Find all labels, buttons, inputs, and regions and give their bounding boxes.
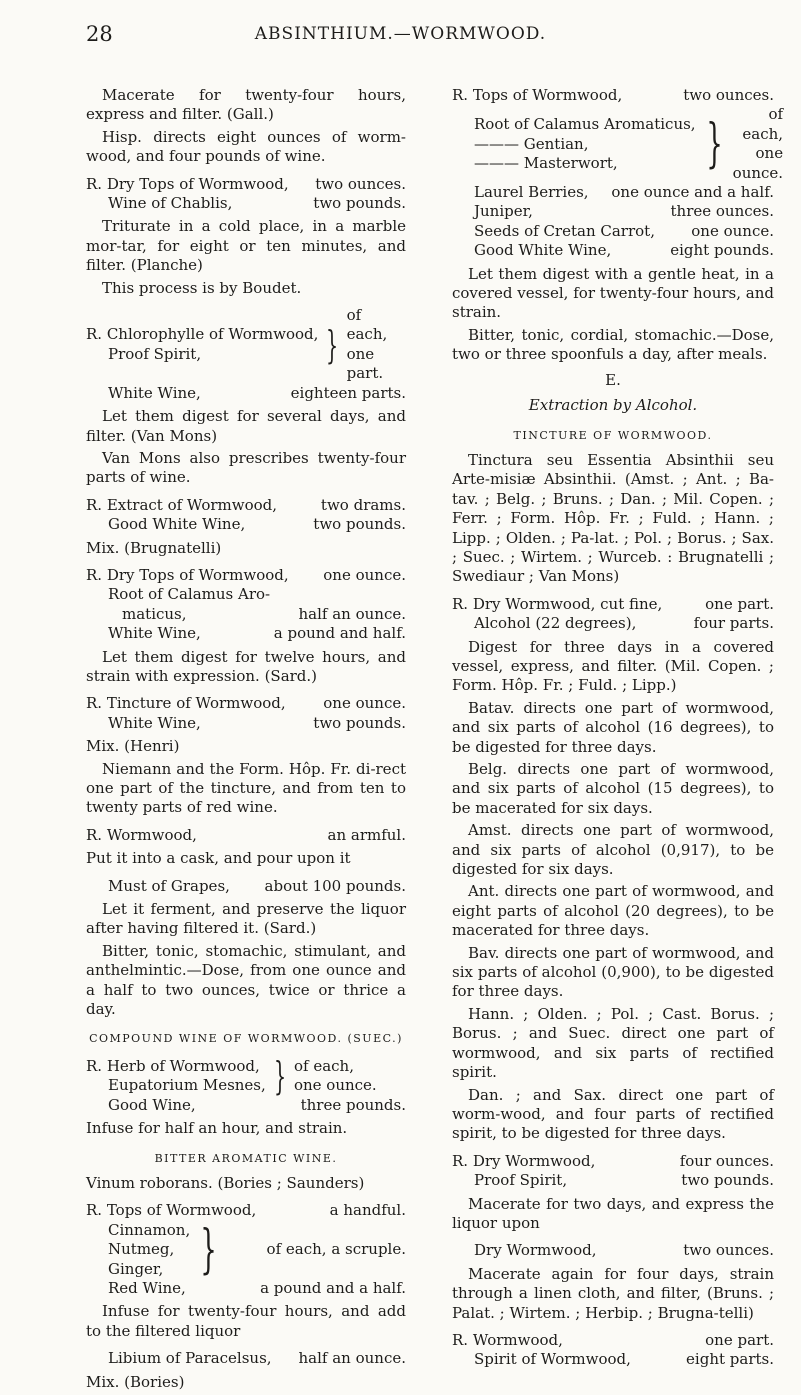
text-fragment: two ounces. xyxy=(683,1241,774,1260)
text-fragment: ——— Gentian, xyxy=(474,134,589,153)
text-fragment: one ounce and a half. xyxy=(611,183,774,202)
text-fragment: one part. xyxy=(705,594,774,613)
paragraph: Macerate for two days, and express the liquor upon xyxy=(452,1194,774,1232)
text-fragment: R. Dry Tops of Wormwood, xyxy=(86,565,289,584)
paragraph: Infuse for half an hour, and strain. xyxy=(86,1119,348,1138)
paragraph: Amst. directs one part of wormwood, and six parts of alcohol (0,917), to be digested for six days. xyxy=(452,821,774,879)
text-fragment: R. Tops of Wormwood, xyxy=(86,1201,257,1220)
text-fragment: one ounce. xyxy=(323,694,406,713)
text-fragment: four parts. xyxy=(693,614,774,633)
text-fragment: two pounds. xyxy=(313,515,406,534)
recipe-line xyxy=(86,175,406,194)
paragraph: Triturate in a cold place, in a marble mor-tar, for eight or ten minutes, and filter. (Planche) xyxy=(86,217,406,275)
paragraph: Dan. ; and Sax. direct one part of worm-wood, and four parts of rectified spirit, to be digested for three days. xyxy=(452,1085,774,1143)
text-fragment: of each, one ounce. xyxy=(732,105,784,182)
running-head: ABSINTHIUM.—WORMWOOD. xyxy=(254,24,547,44)
text-fragment: Good White Wine, xyxy=(108,515,246,534)
recipe xyxy=(452,1241,774,1260)
text-fragment: White Wine, xyxy=(108,624,201,643)
text-fragment: R. Wormwood, xyxy=(86,825,197,844)
paragraph: Infuse for twenty-four hours, and add to the filtered liquor xyxy=(86,1302,406,1340)
recipe: R. Herb of Wormwood, Eupatorium Mesnes, } of each, one ounce. Good Wine, three pounds. xyxy=(86,1054,406,1114)
recipe xyxy=(86,566,406,644)
section-caption: BITTER AROMATIC WINE. xyxy=(154,1151,338,1165)
text-fragment: Alcohol (22 degrees), xyxy=(474,614,637,633)
text-fragment: R. Wormwood, xyxy=(452,1330,563,1349)
paragraph: Hann. ; Olden. ; Pol. ; Cast. Borus. ; Borus. ; and Suec. direct one part of wormwood, and six parts of rectified spirit. xyxy=(452,1004,774,1082)
text-fragment: R. Tincture of Wormwood, xyxy=(86,694,286,713)
text-fragment: R. Dry Tops of Wormwood, xyxy=(86,174,289,193)
text-fragment: R. Herb of Wormwood, xyxy=(86,1056,260,1075)
text-fragment: Good White Wine, xyxy=(474,241,612,260)
text-fragment: Root of Calamus Aromaticus, xyxy=(474,115,696,134)
text-fragment: two pounds. xyxy=(313,194,406,213)
section-letter: E. xyxy=(605,370,621,389)
paragraph: Belg. directs one part of wormwood, and six parts of alcohol (15 degrees), to be macerated for six days. xyxy=(452,760,774,817)
text-fragment: Eupatorium Mesnes, xyxy=(108,1076,266,1095)
page-number: 28 xyxy=(86,22,113,46)
text-fragment: ——— Masterwort, xyxy=(474,153,618,172)
text-fragment: Must of Grapes, xyxy=(108,876,230,895)
text-fragment: Libium of Paracelsus, xyxy=(108,1349,272,1368)
text-fragment: Nutmeg, xyxy=(108,1240,175,1259)
recipe-line xyxy=(86,194,406,213)
paragraph: Put it into a cask, and pour upon it xyxy=(86,849,351,868)
recipe xyxy=(86,1349,406,1368)
text-fragment: one part. xyxy=(346,344,384,383)
paragraph: Let them digest with a gentle heat, in a covered vessel, for twenty-four hours, and strain. xyxy=(452,264,774,322)
text-fragment: Cinnamon, xyxy=(108,1220,191,1239)
section-caption: TINCTURE OF WORMWOOD. xyxy=(513,428,713,442)
text-fragment: three pounds. xyxy=(300,1095,406,1114)
section-title: Extraction by Alcohol. xyxy=(528,396,698,415)
text-fragment: a pound and a half. xyxy=(260,1278,406,1297)
recipe xyxy=(86,826,406,845)
paragraph: Vinum roborans. (Bories ; Saunders) xyxy=(86,1173,365,1192)
text-fragment: Root of Calamus Aro- xyxy=(108,585,271,604)
text-fragment: one part. xyxy=(705,1330,774,1349)
text-fragment: R. Dry Wormwood, xyxy=(452,1151,596,1170)
paragraph: Mix. (Bories) xyxy=(86,1372,185,1391)
text-fragment: Proof Spirit, xyxy=(474,1171,568,1190)
text-fragment: of each, xyxy=(346,306,388,344)
text-fragment: Proof Spirit, xyxy=(108,344,202,363)
recipe xyxy=(86,877,406,896)
brace-group: R. Chlorophylle of Wormwood, Proof Spirit, } of each, one part. xyxy=(86,306,406,384)
text-fragment: half an ounce. xyxy=(298,604,406,623)
paragraph: Hisp. directs eight ounces of worm-wood, and four pounds of wine. xyxy=(86,127,406,166)
text-fragment: Dry Wormwood, xyxy=(474,1241,597,1260)
text-fragment: of each, xyxy=(293,1056,354,1075)
text-fragment: a pound and half. xyxy=(273,624,406,643)
text-fragment: Seeds of Cretan Carrot, xyxy=(474,221,655,240)
text-fragment: a handful. xyxy=(329,1201,406,1220)
text-fragment: eight parts. xyxy=(686,1350,774,1369)
text-fragment: eighteen parts. xyxy=(290,383,406,402)
text-fragment: maticus, xyxy=(122,604,187,623)
paragraph: Bav. directs one part of wormwood, and six parts of alcohol (0,900), to be digested for three days. xyxy=(452,943,774,1001)
text-fragment: two pounds. xyxy=(681,1171,774,1190)
text-fragment: one ounce. xyxy=(323,565,406,584)
text-fragment: of each, a scruple. xyxy=(266,1240,406,1259)
recipe-line xyxy=(86,384,406,403)
text-fragment: four ounces. xyxy=(679,1151,774,1170)
text-fragment: Spirit of Wormwood, xyxy=(474,1350,631,1369)
text-fragment: about 100 pounds. xyxy=(264,876,406,895)
recipe: R. Tops of Wormwood, a handful. Cinnamon, Nutmeg, Ginger, } of each, a scruple. Red Wine, a pound and a half. xyxy=(86,1201,406,1297)
text-fragment: R. Tops of Wormwood, xyxy=(452,86,623,104)
text-fragment: R. Dry Wormwood, cut fine, xyxy=(452,594,663,613)
paragraph: Bitter, tonic, stomachic, stimulant, and anthelmintic.—Dose, from one ounce and a half to two ounces, twice or thrice a day. xyxy=(86,941,406,1019)
paragraph: Macerate again for four days, strain through a linen cloth, and filter, (Bruns. ; Palat. ; Wirtem. ; Herbip. ; Brugna-telli) xyxy=(452,1264,774,1322)
recipe xyxy=(452,1331,774,1370)
text-fragment: two pounds. xyxy=(313,713,406,732)
paragraph: Digest for three days in a covered vessel, express, and filter. (Mil. Copen. ; Form. Hôp. Fr. ; Fuld. ; Lipp.) xyxy=(452,637,774,695)
text-fragment: R. Chlorophylle of Wormwood, xyxy=(86,325,319,344)
paragraph: Let it ferment, and preserve the liquor after having filtered it. (Sard.) xyxy=(86,900,406,938)
right-column xyxy=(452,86,784,1374)
paragraph: Mix. (Henri) xyxy=(86,737,180,756)
paragraph: This process is by Boudet. xyxy=(102,278,302,297)
text-fragment: two drams. xyxy=(320,495,406,514)
paragraph: Van Mons also prescribes twenty-four parts of wine. xyxy=(86,448,406,487)
text-fragment: two ounces. xyxy=(683,86,774,104)
recipe xyxy=(452,1152,774,1191)
paragraph: Macerate for twenty-four hours, express and filter. (Gall.) xyxy=(86,86,406,124)
paragraph: Mix. (Brugnatelli) xyxy=(86,538,222,557)
recipe xyxy=(86,175,406,214)
recipe xyxy=(452,595,774,634)
paragraph: Batav. directs one part of wormwood, and six parts of alcohol (16 degrees), to be digested for three days. xyxy=(452,698,774,756)
section-caption: COMPOUND WINE OF WORMWOOD. (SUEC.) xyxy=(89,1032,403,1046)
text-fragment: Juniper, xyxy=(474,202,533,221)
paragraph: Bitter, tonic, cordial, stomachic.—Dose, two or three spoonfuls a day, after meals. xyxy=(452,325,774,364)
recipe xyxy=(86,306,406,403)
text-fragment: Red Wine, xyxy=(108,1278,186,1297)
paragraph: Let them digest for several days, and filter. (Van Mons) xyxy=(86,407,406,445)
text-fragment: R. Extract of Wormwood, xyxy=(86,495,278,514)
text-fragment: eight pounds. xyxy=(670,241,774,260)
recipe xyxy=(86,496,406,535)
paragraph: Let them digest for twelve hours, and strain with expression. (Sard.) xyxy=(86,647,406,685)
text-fragment: an armful. xyxy=(327,825,406,844)
text-fragment: White Wine, xyxy=(108,713,201,732)
recipe: R. Tops of Wormwood, two ounces. Root of Calamus Aromaticus, ——— Gentian, ——— Masterwort, } of each, one ounce. Laurel Berries, one ounce and a half. Juniper, three ounces. Seeds of Cretan Carrot, one ounce. Good White Wine, eight pounds. xyxy=(452,86,784,260)
text-fragment: Laurel Berries, xyxy=(474,183,589,202)
text-fragment: Wine of Chablis, xyxy=(108,194,233,213)
text-fragment: Good Wine, xyxy=(108,1095,196,1114)
left-column xyxy=(86,86,406,1395)
page-header xyxy=(0,22,801,52)
paragraph: Niemann and the Form. Hôp. Fr. di-rect one part of the tincture, and from ten to twenty parts of red wine. xyxy=(86,759,406,817)
text-fragment: one ounce. xyxy=(691,221,774,240)
text-fragment: three ounces. xyxy=(670,202,774,221)
recipe xyxy=(86,694,406,733)
paragraph: Ant. directs one part of wormwood, and eight parts of alcohol (20 degrees), to be macerated for three days. xyxy=(452,882,774,940)
paragraph: Tinctura seu Essentia Absinthii seu Arte-misiæ Absinthii. (Amst. ; Ant. ; Ba-tav. ; Belg. ; Bruns. ; Dan. ; Mil. Copen. ; Ferr. ; Form. Hôp. Fr. ; Fuld. ; Hann. ; Lipp. ; Olden. ; Pa-lat. ; Pol. ; Borus. ; Sax. ; Suec. ; Wirtem. ; Wurceb. : Brugnatelli ; Swediaur ; Van Mons) xyxy=(452,450,774,586)
text-fragment: one ounce. xyxy=(293,1076,377,1095)
text-fragment: White Wine, xyxy=(108,383,201,402)
text-fragment: half an ounce. xyxy=(298,1349,406,1368)
text-fragment: two ounces. xyxy=(315,174,406,193)
text-fragment: Ginger, xyxy=(108,1259,164,1278)
